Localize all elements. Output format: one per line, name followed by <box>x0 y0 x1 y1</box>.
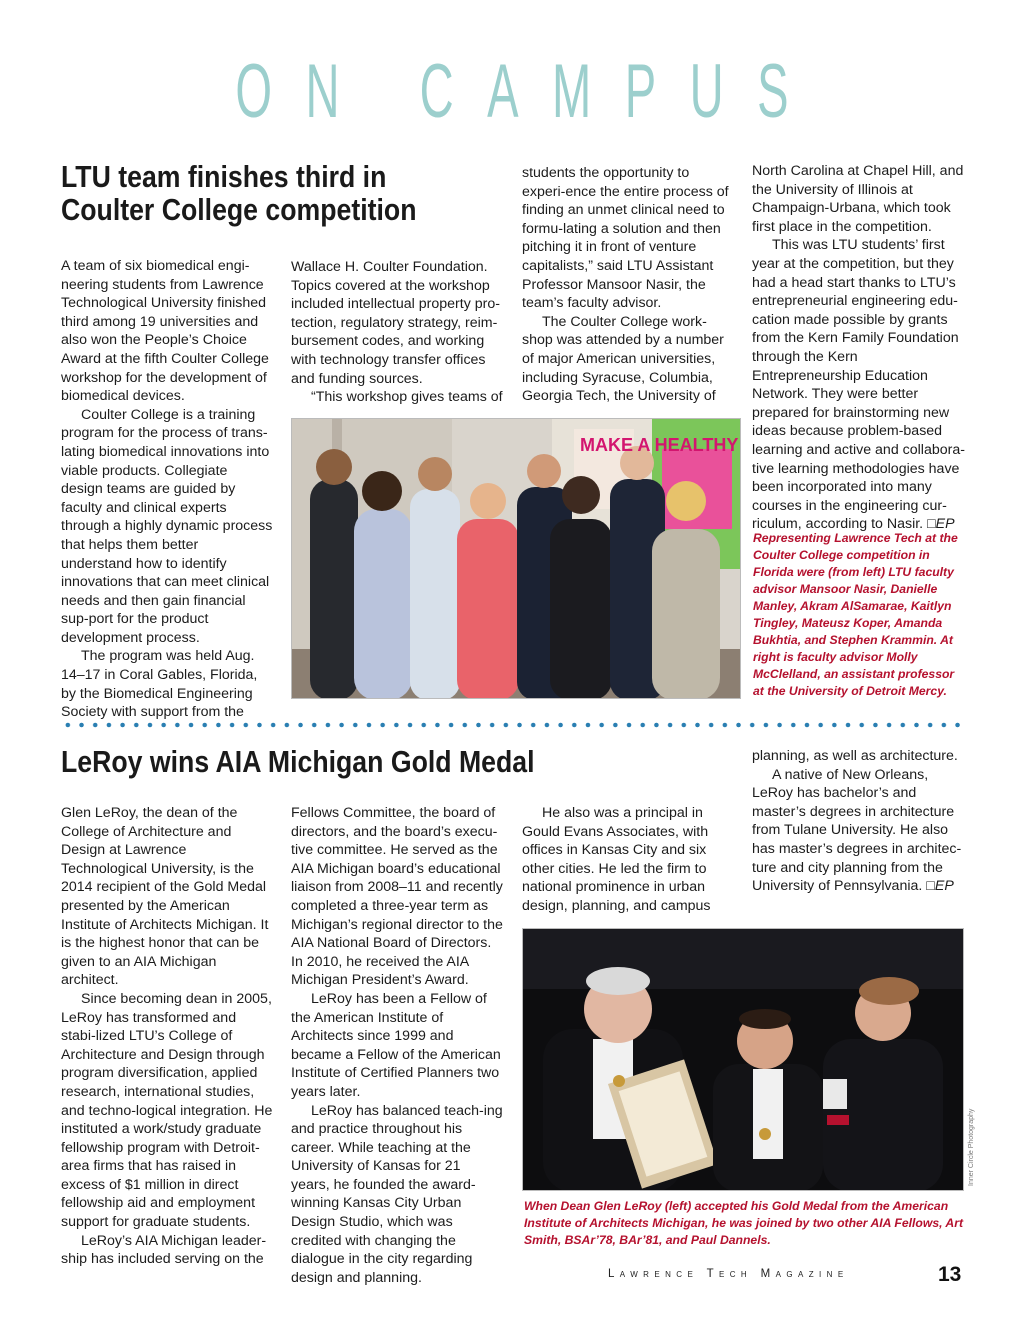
end-mark: EP <box>934 878 954 895</box>
paragraph: Wallace H. Coulter Foundation. Topics covered at the workshop included intellectual property pro-tection, regulatory strategy, reim-bursement codes, and working with technology transfer offices and funding sources. <box>291 259 500 387</box>
article2-column-3 <box>522 804 734 916</box>
magazine-name: Lawrence Tech Magazine <box>608 1268 849 1280</box>
article2-column-1 <box>61 804 273 1269</box>
end-mark: EP <box>935 516 955 533</box>
paragraph: planning, as well as architecture. <box>752 748 958 764</box>
paragraph: A team of six biomedical engi-neering students from Lawrence Technological University finished third among 19 universities and also won the People’s Choice Award at the fifth Coulter College workshop for the development of biomedical devices. <box>61 258 269 405</box>
paragraph: The program was held Aug. 14–17 in Coral Gables, Florida, by the Biomedical Engineering Society with support from the <box>61 648 258 721</box>
article1-headline: LTU team finishes third in Coulter College competition <box>61 159 417 227</box>
article2-headline: LeRoy wins AIA Michigan Gold Medal <box>61 744 535 779</box>
article1-column-3 <box>522 164 734 406</box>
page-number: 13 <box>938 1263 962 1286</box>
gold-medal-photo-illustration <box>523 929 964 1191</box>
paragraph: LeRoy’s AIA Michigan leader-ship has included serving on the <box>61 1232 267 1268</box>
paragraph <box>752 766 966 896</box>
paragraph-text: A native of New Orleans, LeRoy has bachelor’s and master’s degrees in architecture from Tulane University. He also has master’s degrees in architec-ture and city planning from the University of Pennsylvania. <box>752 766 962 895</box>
team-photo-caption: Representing Lawrence Tech at the Coulter College competition in Florida were (from left) LTU faculty advisor Mansoor Nasir, Danielle Manley, Akram AlSamarae, Kaitlyn Tingley, Mateusz Koper, Amanda Bukhtia, and Stephen Krammin. At right is faculty advisor Molly McClelland, an assistant professor at the University of Detroit Mercy. <box>753 531 958 698</box>
paragraph: LeRoy has balanced teach-ing and practice throughout his career. While teaching at the University of Kansas for 21 years, he founded the award-winning Kansas City Urban Design Studio, which was credited with changing the dialogue in the city regarding design and planning. <box>291 1102 503 1286</box>
team-photo <box>291 418 741 699</box>
paragraph: students the opportunity to experi-ence the entire process of finding an unmet clinical need to formu-lating a solution and then pitching it in front of venture capitalists,” said LTU Assistant Professor Mansoor Nasir, the team’s faculty advisor. <box>522 165 729 312</box>
section-divider <box>61 722 965 728</box>
paragraph: He also was a principal in Gould Evans Associates, with offices in Kansas City and six other cities. He led the firm to national prominence in urban design, planning, and campus <box>522 805 711 914</box>
photo-sign-text: MAKE A HEALTHY <box>580 435 739 455</box>
team-photo-illustration <box>292 419 741 699</box>
end-mark-box: □ <box>926 878 935 895</box>
end-mark-box: □ <box>927 516 936 533</box>
paragraph: Coulter College is a training program for the process of trans-lating biomedical innovations into viable products. Collegiate design teams are guided by faculty and clinical experts through a highly dynamic process that helps them better understand how to identify innovations that can meet clinical needs and then gain financial sup-port for the product development process. <box>61 406 273 646</box>
article2-column-2 <box>291 804 503 1287</box>
paragraph: “This workshop gives teams of <box>311 389 503 406</box>
photo-credit: Inner Circle Photography <box>968 1108 975 1186</box>
paragraph: LeRoy has been a Fellow of the American Institute of Architects since 1999 and became a Fellow of the American Institute of Certified Planners two years later. <box>291 990 501 1100</box>
article2-column-4 <box>752 747 966 896</box>
article1-column-1 <box>61 257 273 722</box>
gold-medal-photo-caption: When Dean Glen LeRoy (left) accepted his Gold Medal from the American Institute of Architects Michigan, he was joined by two other AIA Fellows, Art Smith, BSAr’78, BAr’81, and Paul Dannels. <box>524 1199 964 1247</box>
paragraph-text: This was LTU students’ first year at the competition, but they had a head start thanks to LTU’s entrepreneurial engineering edu-cation made possible by grants from the Kern Family Foundation through the Kern Entrepreneurship Education Network. They were better prepared for brainstorming new ideas because problem-based learning and active and collabora-tive learning methodologies have been incorporated into many courses in the engineering cur-riculum, according to Nasir. <box>752 237 965 533</box>
gold-medal-photo <box>522 928 964 1191</box>
paragraph: The Coulter College work-shop was attended by a number of major American universities, including Syracuse, Columbia, Georgia Tech, the University of <box>522 313 724 405</box>
article1-column-2 <box>291 258 503 407</box>
article1-column-4 <box>752 162 966 534</box>
paragraph: Fellows Committee, the board of directors, and the board’s execu-tive committee. He served as the AIA Michigan board’s educational liaison from 2008–11 and recently completed a three-year term as Michigan’s regional director to the AIA National Board of Directors. In 2010, he received the AIA Michigan President’s Award. <box>291 805 503 989</box>
paragraph <box>752 236 966 534</box>
section-title: ON CAMPUS <box>235 49 823 134</box>
paragraph: Glen LeRoy, the dean of the College of Architecture and Design at Lawrence Technological University, is the 2014 recipient of the Gold Medal presented by the American Institute of Architects Michigan. It is the highest honor that can be given to an AIA Michigan architect. <box>61 805 269 989</box>
paragraph: North Carolina at Chapel Hill, and the University of Illinois at Champaign-Urbana, which took first place in the competition. <box>752 163 964 235</box>
paragraph: Since becoming dean in 2005, LeRoy has transformed and stabi-lized LTU’s College of Architecture and Design through program diversification, applied research, international studies, and techno-logical integration. He instituted a work/study graduate fellowship program with Detroit-area firms that has raised in excess of $1 million in direct fellowship aid and employment support for graduate students. <box>61 990 273 1231</box>
